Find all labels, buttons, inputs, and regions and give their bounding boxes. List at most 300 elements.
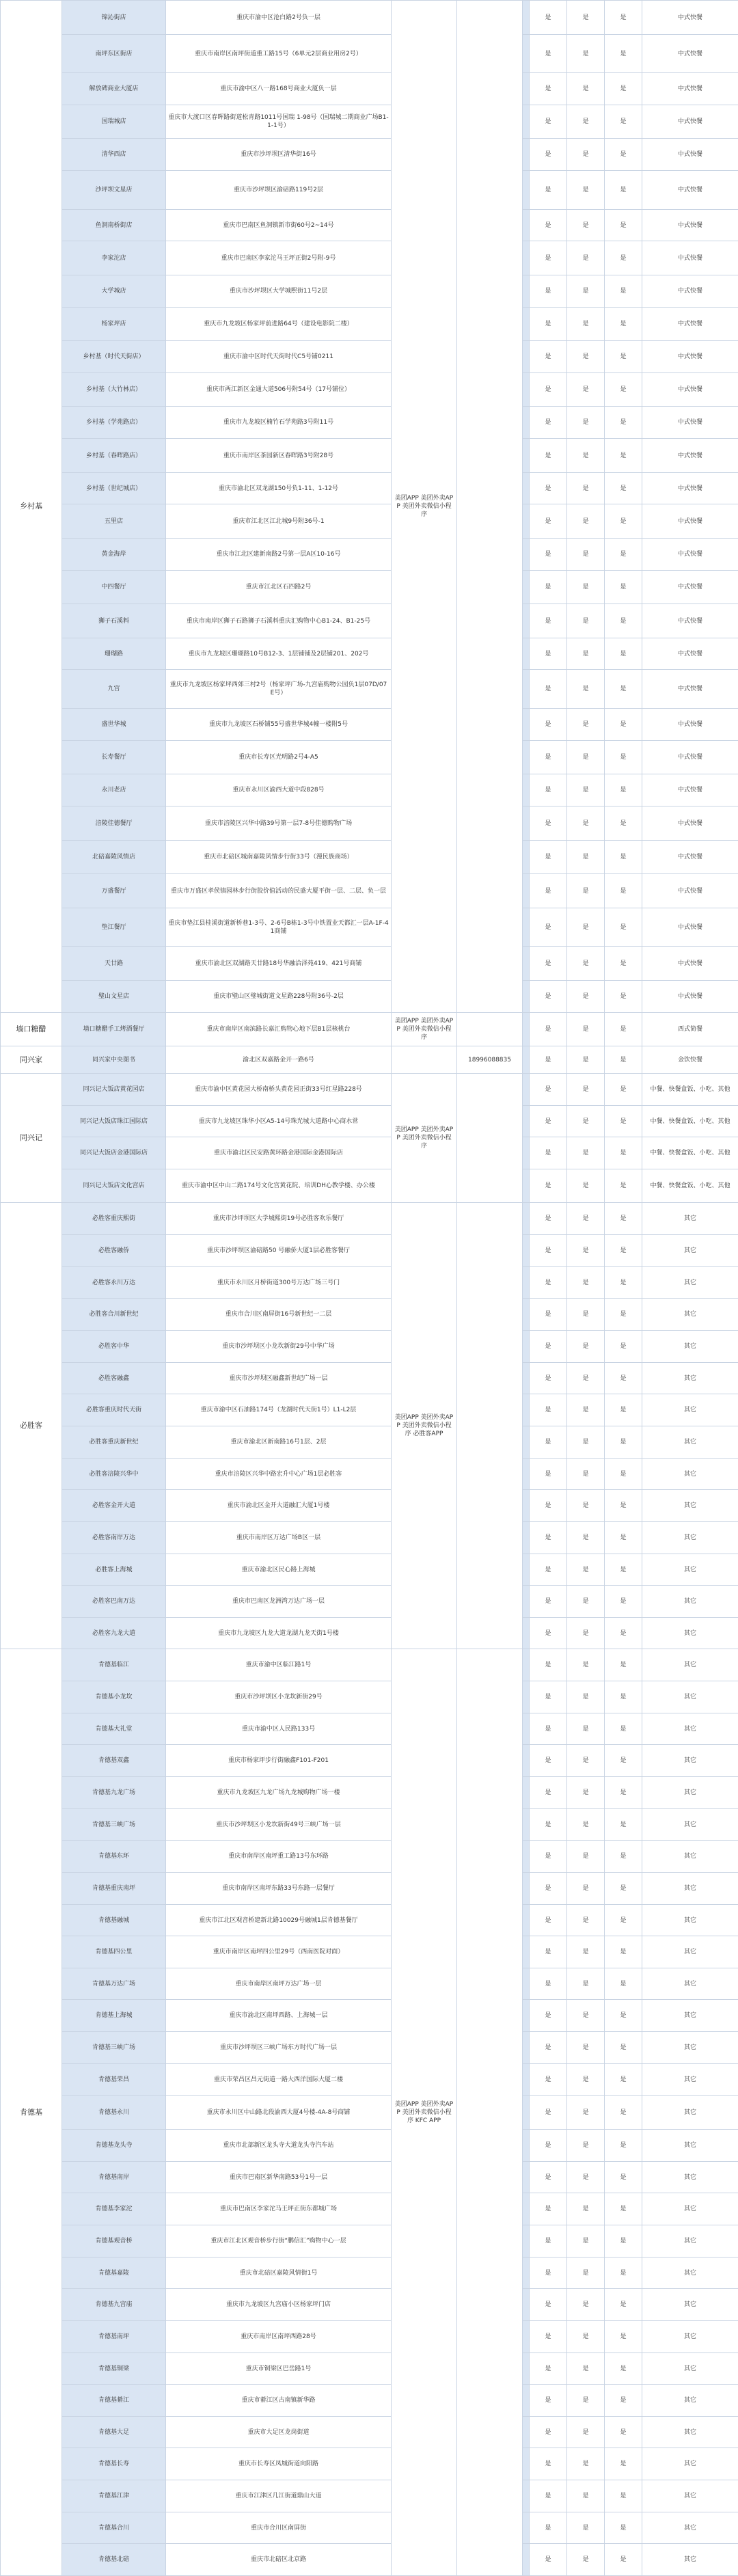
support-flag-1: 是 (530, 2353, 567, 2385)
table-row (1, 2321, 738, 2353)
support-flag-2: 是 (567, 1873, 605, 1905)
support-flag-2: 是 (567, 2321, 605, 2353)
support-flag-3: 是 (605, 2258, 642, 2289)
store-category: 其它 (642, 2544, 738, 2576)
support-flag-1: 是 (530, 571, 567, 604)
store-category: 中式快餐 (642, 1, 738, 35)
support-flag-2: 是 (567, 1554, 605, 1586)
support-flag-1: 是 (530, 210, 567, 241)
store-address: 重庆市渝中区中山二路174号文化宫黄花院、培训DH心教学楼、办公楼 (166, 1169, 392, 1203)
support-flag-2: 是 (567, 2480, 605, 2512)
store-address: 重庆市九龙坡区石桥铺55号盛世华城4幢一楼附5号 (166, 709, 392, 741)
table-row (1, 139, 738, 171)
store-category: 中式快餐 (642, 841, 738, 874)
table-row (1, 1745, 738, 1777)
blue-spacer (523, 2544, 530, 2576)
store-name: 大学城店 (62, 275, 166, 308)
store-category: 其它 (642, 1235, 738, 1267)
support-flag-3: 是 (605, 2032, 642, 2064)
store-category: 金饮快餐 (642, 1046, 738, 1074)
table-row (1, 1169, 738, 1203)
store-name: 肯德基融城 (62, 1905, 166, 1936)
support-flag-1: 是 (530, 2544, 567, 2576)
store-address: 重庆市巴南区李家沱马王坪正街2号附-9号 (166, 241, 392, 275)
blue-spacer (523, 1299, 530, 1331)
table-row (1, 1013, 738, 1046)
support-flag-3: 是 (605, 2130, 642, 2162)
blue-spacer (523, 1459, 530, 1490)
support-flag-1: 是 (530, 373, 567, 407)
support-flag-2: 是 (567, 1363, 605, 1394)
store-category: 其它 (642, 1777, 738, 1809)
store-name: 必胜客九龙大道 (62, 1618, 166, 1649)
store-address: 重庆市南岸区万达广场B区一层 (166, 1522, 392, 1554)
blue-spacer (523, 2353, 530, 2385)
support-flag-2: 是 (567, 439, 605, 473)
store-address: 重庆市巴南区新华南路53号1号一层 (166, 2162, 392, 2193)
table-row (1, 439, 738, 473)
store-category: 中式快餐 (642, 35, 738, 73)
table-row (1, 1968, 738, 2000)
store-name: 同兴家中央图书 (62, 1046, 166, 1074)
table-row (1, 1046, 738, 1074)
support-flag-2: 是 (567, 908, 605, 947)
support-flag-2: 是 (567, 2000, 605, 2032)
support-flag-3: 是 (605, 1713, 642, 1745)
store-address: 重庆市渝中区石油路174号（龙湖时代天街1号）L1-L2层 (166, 1394, 392, 1426)
support-flag-3: 是 (605, 1426, 642, 1459)
support-flag-3: 是 (605, 1267, 642, 1299)
support-flag-1: 是 (530, 275, 567, 308)
store-name: 必胜客巴南万达 (62, 1586, 166, 1618)
store-category: 其它 (642, 2096, 738, 2130)
support-flag-2: 是 (567, 2032, 605, 2064)
support-flag-3: 是 (605, 571, 642, 604)
table-row (1, 373, 738, 407)
support-flag-1: 是 (530, 841, 567, 874)
store-address: 重庆市南岸区南坪万达广场一层 (166, 1968, 392, 2000)
support-flag-1: 是 (530, 741, 567, 774)
support-flag-3: 是 (605, 1331, 642, 1363)
store-category: 其它 (642, 1936, 738, 1968)
support-flag-3: 是 (605, 139, 642, 171)
support-flag-2: 是 (567, 1137, 605, 1169)
support-flag-2: 是 (567, 1649, 605, 1681)
store-category: 中式快餐 (642, 73, 738, 105)
support-flag-1: 是 (530, 1841, 567, 1873)
support-flag-2: 是 (567, 1713, 605, 1745)
store-category: 其它 (642, 1649, 738, 1681)
store-address: 重庆市沙坪坝区大学城熙街19号必胜客欢乐餐厅 (166, 1203, 392, 1235)
support-flag-1: 是 (530, 1394, 567, 1426)
store-category: 其它 (642, 1203, 738, 1235)
store-name: 必胜客金开大道 (62, 1490, 166, 1522)
store-address: 重庆市渝中区八一路168号商业大厦负一层 (166, 73, 392, 105)
support-flag-1: 是 (530, 1522, 567, 1554)
support-flag-1: 是 (530, 774, 567, 806)
support-flag-3: 是 (605, 1554, 642, 1586)
store-address: 重庆市璧山区璧城街道文星路228号附36号-2层 (166, 981, 392, 1013)
support-flag-2: 是 (567, 670, 605, 709)
store-address: 重庆市北碚区嘉陵风情街1号 (166, 2258, 392, 2289)
store-category: 中式快餐 (642, 774, 738, 806)
support-flag-2: 是 (567, 1, 605, 35)
support-flag-2: 是 (567, 2544, 605, 2576)
blue-spacer (523, 709, 530, 741)
support-flag-2: 是 (567, 2130, 605, 2162)
support-flag-3: 是 (605, 504, 642, 539)
table-row (1, 1137, 738, 1169)
support-flag-3: 是 (605, 1618, 642, 1649)
store-category: 西式简餐 (642, 1013, 738, 1046)
table-row (1, 806, 738, 841)
store-category: 其它 (642, 2064, 738, 2096)
table-row (1, 1235, 738, 1267)
store-category: 其它 (642, 1713, 738, 1745)
blue-spacer (523, 439, 530, 473)
support-flag-2: 是 (567, 341, 605, 373)
support-flag-1: 是 (530, 1169, 567, 1203)
support-flag-2: 是 (567, 2064, 605, 2096)
blue-spacer (523, 2064, 530, 2096)
support-flag-2: 是 (567, 2417, 605, 2448)
support-flag-2: 是 (567, 275, 605, 308)
store-category: 其它 (642, 2193, 738, 2225)
table-row (1, 539, 738, 571)
store-name: 肯德基三峡广场 (62, 2032, 166, 2064)
support-flag-2: 是 (567, 407, 605, 439)
support-flag-2: 是 (567, 1968, 605, 2000)
brand-cell: 必胜客 (1, 1203, 62, 1649)
table-row (1, 275, 738, 308)
support-flag-3: 是 (605, 981, 642, 1013)
store-category: 中式快餐 (642, 275, 738, 308)
store-address: 重庆市江北区观音桥建新北路10029号融城1层肯德基餐厅 (166, 1905, 392, 1936)
table-row (1, 774, 738, 806)
support-flag-3: 是 (605, 539, 642, 571)
store-category: 其它 (642, 2512, 738, 2544)
store-category: 中式快餐 (642, 981, 738, 1013)
store-name: 必胜客融侨 (62, 1235, 166, 1267)
support-flag-3: 是 (605, 2321, 642, 2353)
brand-cell: 同兴记 (1, 1074, 62, 1203)
support-flag-1: 是 (530, 2321, 567, 2353)
support-flag-3: 是 (605, 1745, 642, 1777)
store-name: 同兴记大饭店珠江国际店 (62, 1106, 166, 1137)
order-channels: 美团APP 美团外卖APP 美团外卖微信小程序 必胜客APP (392, 1203, 457, 1649)
blue-spacer (523, 841, 530, 874)
store-category: 中式快餐 (642, 604, 738, 638)
store-name: 肯德基南坪 (62, 2321, 166, 2353)
support-flag-1: 是 (530, 539, 567, 571)
table-row (1, 2289, 738, 2321)
support-flag-1: 是 (530, 1649, 567, 1681)
store-address: 重庆市北碚区北京路 (166, 2544, 392, 2576)
store-address: 重庆市南岸区南坪重工路13号东环路 (166, 1841, 392, 1873)
support-flag-3: 是 (605, 1649, 642, 1681)
blue-spacer (523, 2321, 530, 2353)
store-category: 其它 (642, 2258, 738, 2289)
store-name: 肯德基观音桥 (62, 2225, 166, 2258)
store-name: 肯德基重庆南坪 (62, 1873, 166, 1905)
phone-number (457, 1013, 523, 1046)
support-flag-1: 是 (530, 1618, 567, 1649)
store-category: 其它 (642, 2417, 738, 2448)
store-category: 中式快餐 (642, 210, 738, 241)
table-row (1, 105, 738, 139)
support-flag-3: 是 (605, 1137, 642, 1169)
store-address: 重庆市九龙坡区九宫庙小区杨家坪门店 (166, 2289, 392, 2321)
store-name: 乡村基（时代天街店） (62, 341, 166, 373)
support-flag-1: 是 (530, 35, 567, 73)
support-flag-2: 是 (567, 1522, 605, 1554)
store-name: 肯德基铜梁 (62, 2353, 166, 2385)
store-address: 重庆市綦江区古南镇新华路 (166, 2385, 392, 2417)
blue-spacer (523, 1522, 530, 1554)
store-category: 中餐、快餐盒饭、小吃、其他 (642, 1169, 738, 1203)
store-address: 重庆市大渡口区春晖路街道松青路1011号国瑞 1-98号（国瑞城二期商业广场B1-1-1号） (166, 105, 392, 139)
store-address: 重庆市九龙坡区杨家坪西郊三村2号（杨家坪广场-九宫庙购物公园负1层07D/07E号） (166, 670, 392, 709)
store-category: 其它 (642, 1299, 738, 1331)
store-name: 肯德基合川 (62, 2512, 166, 2544)
support-flag-3: 是 (605, 1, 642, 35)
store-category: 中式快餐 (642, 504, 738, 539)
store-address: 重庆市渝中区临江路1号 (166, 1649, 392, 1681)
store-address: 重庆市九龙坡区九龙广场九龙城购物广场一楼 (166, 1777, 392, 1809)
store-category: 其它 (642, 1459, 738, 1490)
store-name: 肯德基龙头寺 (62, 2130, 166, 2162)
store-address: 重庆市渝北区民心路上海城 (166, 1554, 392, 1586)
blue-spacer (523, 275, 530, 308)
support-flag-3: 是 (605, 1936, 642, 1968)
blue-spacer (523, 1649, 530, 1681)
store-name: 必胜客涪陵兴华中 (62, 1459, 166, 1490)
support-flag-2: 是 (567, 2289, 605, 2321)
store-category: 中式快餐 (642, 571, 738, 604)
store-address: 重庆市南岸区南坪四公里29号（西南医院对面） (166, 1936, 392, 1968)
support-flag-3: 是 (605, 1363, 642, 1394)
store-address: 重庆市铜梁区巴岳路1号 (166, 2353, 392, 2385)
store-name: 锦沁街店 (62, 1, 166, 35)
store-category: 其它 (642, 1681, 738, 1713)
store-category: 其它 (642, 2448, 738, 2480)
support-flag-2: 是 (567, 841, 605, 874)
blue-spacer (523, 1681, 530, 1713)
store-name: 肯德基三峡广场 (62, 1809, 166, 1841)
store-address: 重庆市大足区龙岗街道 (166, 2417, 392, 2448)
blue-spacer (523, 2193, 530, 2225)
store-category: 中式快餐 (642, 670, 738, 709)
store-name: 南坪东区街店 (62, 35, 166, 73)
table-row (1, 638, 738, 670)
store-address: 重庆市沙坪坝区渝碚路50 号融侨大厦1层必胜客餐厅 (166, 1235, 392, 1267)
store-name: 肯德基九龙广场 (62, 1777, 166, 1809)
store-address: 重庆市合川区南屏街 (166, 2512, 392, 2544)
store-category: 其它 (642, 2480, 738, 2512)
support-flag-2: 是 (567, 1459, 605, 1490)
support-flag-3: 是 (605, 638, 642, 670)
support-flag-3: 是 (605, 2385, 642, 2417)
table-row (1, 841, 738, 874)
support-flag-1: 是 (530, 1873, 567, 1905)
support-flag-1: 是 (530, 1137, 567, 1169)
support-flag-1: 是 (530, 908, 567, 947)
store-name: 盛世华城 (62, 709, 166, 741)
store-name: 肯德基长寿 (62, 2448, 166, 2480)
support-flag-3: 是 (605, 1522, 642, 1554)
support-flag-3: 是 (605, 35, 642, 73)
store-category: 其它 (642, 1522, 738, 1554)
blue-spacer (523, 35, 530, 73)
brand-cell: 墙口糖醋 (1, 1013, 62, 1046)
store-name: 乡村基（学苑路店） (62, 407, 166, 439)
blue-spacer (523, 947, 530, 981)
table-row (1, 2417, 738, 2448)
store-address: 重庆市渝北区南坪西路、上海城一层 (166, 2000, 392, 2032)
store-category: 其它 (642, 1968, 738, 2000)
store-name: 五里店 (62, 504, 166, 539)
store-name: 璧山文星店 (62, 981, 166, 1013)
support-flag-1: 是 (530, 2032, 567, 2064)
store-name: 肯德基李家沱 (62, 2193, 166, 2225)
support-flag-3: 是 (605, 1905, 642, 1936)
support-flag-2: 是 (567, 1299, 605, 1331)
store-name: 肯德基綦江 (62, 2385, 166, 2417)
table-row (1, 947, 738, 981)
blue-spacer (523, 2385, 530, 2417)
support-flag-3: 是 (605, 1459, 642, 1490)
blue-spacer (523, 1745, 530, 1777)
support-flag-3: 是 (605, 439, 642, 473)
table-row (1, 1106, 738, 1137)
table-row (1, 1905, 738, 1936)
store-name: 必胜客重庆时代天街 (62, 1394, 166, 1426)
support-flag-2: 是 (567, 741, 605, 774)
store-address: 渝北区双嘉路金开一路6号 (166, 1046, 392, 1074)
store-address: 重庆市永川区中山路北段渝西大厦4号楼-4A-8号商铺 (166, 2096, 392, 2130)
store-address: 重庆市两江新区金通大道506号附54号（17号铺位） (166, 373, 392, 407)
blue-spacer (523, 1618, 530, 1649)
support-flag-3: 是 (605, 2512, 642, 2544)
support-flag-1: 是 (530, 1459, 567, 1490)
support-flag-2: 是 (567, 1618, 605, 1649)
store-name: 同兴记大饭店金港国际店 (62, 1137, 166, 1169)
blue-spacer (523, 105, 530, 139)
support-flag-3: 是 (605, 1074, 642, 1106)
support-flag-2: 是 (567, 105, 605, 139)
store-name: 肯德基南岸 (62, 2162, 166, 2193)
support-flag-3: 是 (605, 473, 642, 504)
blue-spacer (523, 1074, 530, 1106)
store-address: 重庆市南岸区南坪街道重工路15号（6单元2层商业用房2号） (166, 35, 392, 73)
support-flag-3: 是 (605, 806, 642, 841)
support-flag-1: 是 (530, 874, 567, 908)
table-row (1, 2096, 738, 2130)
support-flag-2: 是 (567, 2096, 605, 2130)
blue-spacer (523, 73, 530, 105)
blue-spacer (523, 806, 530, 841)
support-flag-3: 是 (605, 2353, 642, 2385)
store-name: 李家沱店 (62, 241, 166, 275)
store-name: 必胜客永川万达 (62, 1267, 166, 1299)
blue-spacer (523, 1809, 530, 1841)
blue-spacer (523, 981, 530, 1013)
support-flag-3: 是 (605, 1809, 642, 1841)
blue-spacer (523, 1586, 530, 1618)
brand-cell: 肯德基 (1, 1649, 62, 2576)
phone-number (457, 1649, 523, 2576)
store-address: 重庆市沙坪坝区三峡广场东方时代广场一层 (166, 2032, 392, 2064)
support-flag-1: 是 (530, 2480, 567, 2512)
blue-spacer (523, 473, 530, 504)
support-flag-1: 是 (530, 1713, 567, 1745)
blue-spacer (523, 1046, 530, 1074)
store-name: 墙口糖醋手工烤酒餐厅 (62, 1013, 166, 1046)
table-row (1, 504, 738, 539)
store-category: 中式快餐 (642, 407, 738, 439)
store-name: 九宫 (62, 670, 166, 709)
store-address: 重庆市江北区江北城9号附36号-1 (166, 504, 392, 539)
support-flag-1: 是 (530, 947, 567, 981)
support-flag-2: 是 (567, 1203, 605, 1235)
support-flag-2: 是 (567, 35, 605, 73)
store-category: 中式快餐 (642, 341, 738, 373)
store-category: 其它 (642, 1490, 738, 1522)
support-flag-3: 是 (605, 1841, 642, 1873)
table-row (1, 210, 738, 241)
store-category: 中餐、快餐盒饭、小吃、其他 (642, 1106, 738, 1137)
store-category: 其它 (642, 1331, 738, 1363)
table-row (1, 2353, 738, 2385)
support-flag-1: 是 (530, 1046, 567, 1074)
support-flag-2: 是 (567, 947, 605, 981)
store-address: 重庆市南岸区茶园新区春晖路3号附28号 (166, 439, 392, 473)
table-row (1, 1459, 738, 1490)
support-flag-1: 是 (530, 105, 567, 139)
blue-spacer (523, 171, 530, 210)
support-flag-2: 是 (567, 638, 605, 670)
store-category: 其它 (642, 1426, 738, 1459)
blue-spacer (523, 2225, 530, 2258)
support-flag-3: 是 (605, 308, 642, 341)
support-flag-3: 是 (605, 841, 642, 874)
support-flag-3: 是 (605, 2289, 642, 2321)
support-flag-1: 是 (530, 1235, 567, 1267)
support-flag-2: 是 (567, 1681, 605, 1713)
table-row (1, 1490, 738, 1522)
table-row (1, 670, 738, 709)
support-flag-2: 是 (567, 1013, 605, 1046)
blue-spacer (523, 1841, 530, 1873)
order-channels (392, 1046, 457, 1074)
store-category: 其它 (642, 2321, 738, 2353)
blue-spacer (523, 604, 530, 638)
support-flag-1: 是 (530, 2512, 567, 2544)
store-name: 必胜客中华 (62, 1331, 166, 1363)
store-name: 乡村基（春晖路店） (62, 439, 166, 473)
blue-spacer (523, 504, 530, 539)
support-flag-2: 是 (567, 504, 605, 539)
support-flag-1: 是 (530, 1586, 567, 1618)
store-category: 中式快餐 (642, 741, 738, 774)
table-row (1, 1203, 738, 1235)
support-flag-3: 是 (605, 341, 642, 373)
table-row (1, 1809, 738, 1841)
table-row (1, 35, 738, 73)
order-channels: 美团APP 美团外卖APP 美团外卖微信小程序 (392, 1074, 457, 1203)
support-flag-1: 是 (530, 1777, 567, 1809)
table-row (1, 2544, 738, 2576)
